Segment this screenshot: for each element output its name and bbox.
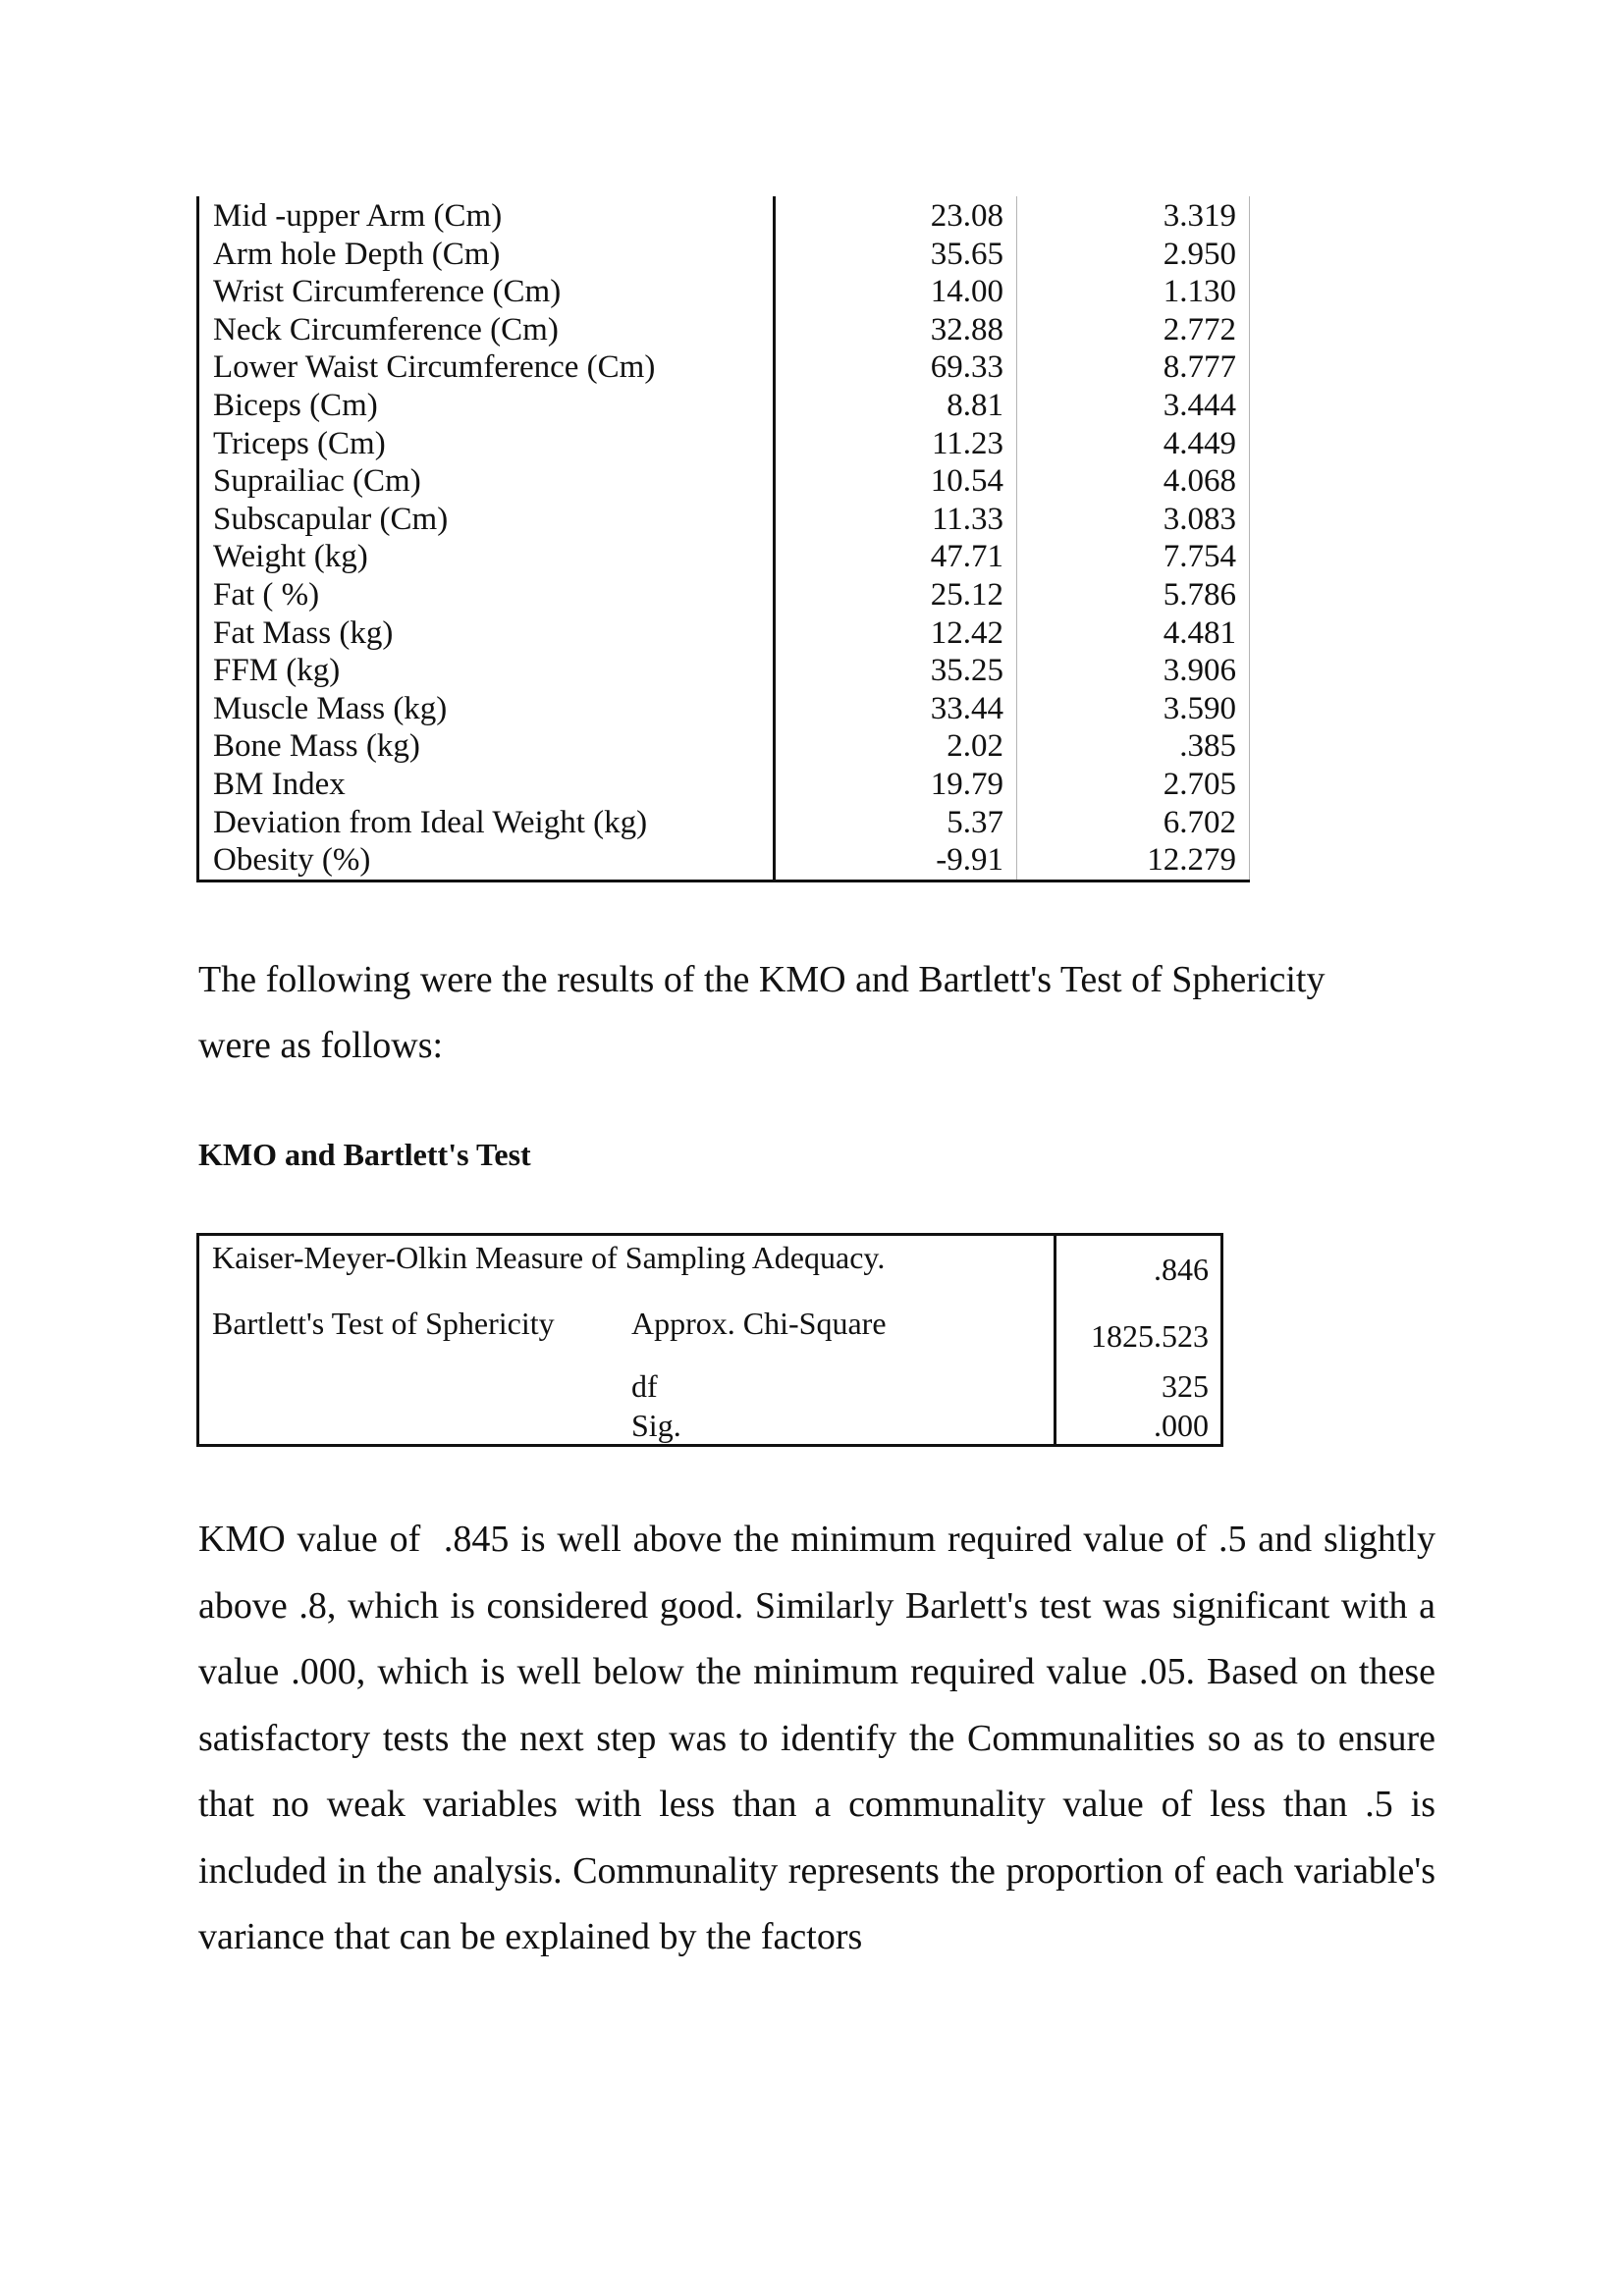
mean-value: 11.33 <box>775 501 1017 539</box>
sd-value: 4.481 <box>1017 614 1250 653</box>
df-label: df <box>631 1368 658 1404</box>
df-row <box>198 1366 1222 1408</box>
table-row <box>198 652 1250 690</box>
sd-value: 3.444 <box>1017 387 1250 425</box>
table-row <box>198 196 1250 236</box>
df-value: 325 <box>1056 1366 1222 1408</box>
variable-label: FFM (kg) <box>198 652 775 690</box>
sd-value: .385 <box>1017 727 1250 766</box>
sd-value: 6.702 <box>1017 804 1250 842</box>
table-row <box>198 311 1250 349</box>
variable-label: BM Index <box>198 766 775 804</box>
mean-value: 19.79 <box>775 766 1017 804</box>
table-row <box>198 273 1250 311</box>
table-row <box>198 501 1250 539</box>
mean-value: 10.54 <box>775 462 1017 501</box>
sd-value: 4.068 <box>1017 462 1250 501</box>
variable-label: Weight (kg) <box>198 538 775 576</box>
table-row <box>198 690 1250 728</box>
table-row <box>198 804 1250 842</box>
table-row <box>198 727 1250 766</box>
descriptive-statistics-body <box>198 196 1250 881</box>
chi-square-row <box>198 1301 1222 1366</box>
mean-value: 2.02 <box>775 727 1017 766</box>
sig-row <box>198 1408 1222 1446</box>
variable-label: Deviation from Ideal Weight (kg) <box>198 804 775 842</box>
table-row <box>198 425 1250 463</box>
sd-value: 3.906 <box>1017 652 1250 690</box>
variable-label: Neck Circumference (Cm) <box>198 311 775 349</box>
kmo-row <box>198 1235 1222 1302</box>
mean-value: 33.44 <box>775 690 1017 728</box>
mean-value: 11.23 <box>775 425 1017 463</box>
table-row <box>198 614 1250 653</box>
sd-value: 8.777 <box>1017 348 1250 387</box>
mean-value: 69.33 <box>775 348 1017 387</box>
sd-value: 7.754 <box>1017 538 1250 576</box>
mean-value: 12.42 <box>775 614 1017 653</box>
sig-label: Sig. <box>631 1408 681 1443</box>
mean-value: 8.81 <box>775 387 1017 425</box>
table-row <box>198 348 1250 387</box>
kmo-label: Kaiser-Meyer-Olkin Measure of Sampling Adequacy. <box>212 1240 886 1275</box>
chi-square-value: 1825.523 <box>1056 1301 1222 1366</box>
mean-value: 14.00 <box>775 273 1017 311</box>
variable-label: Biceps (Cm) <box>198 387 775 425</box>
mean-value: 47.71 <box>775 538 1017 576</box>
chi-square-label: Approx. Chi-Square <box>631 1306 887 1341</box>
variable-label: Muscle Mass (kg) <box>198 690 775 728</box>
mean-value: 35.25 <box>775 652 1017 690</box>
variable-label: Triceps (Cm) <box>198 425 775 463</box>
table-row <box>198 841 1250 881</box>
sd-value: 2.772 <box>1017 311 1250 349</box>
sd-value: 12.279 <box>1017 841 1250 881</box>
sd-value: 4.449 <box>1017 425 1250 463</box>
table-row <box>198 462 1250 501</box>
kmo-value: .846 <box>1056 1235 1222 1302</box>
mean-value: 35.65 <box>775 236 1017 274</box>
variable-label: Obesity (%) <box>198 841 775 881</box>
table-row <box>198 766 1250 804</box>
variable-label: Bone Mass (kg) <box>198 727 775 766</box>
sd-value: 2.950 <box>1017 236 1250 274</box>
variable-label: Mid -upper Arm (Cm) <box>198 196 775 236</box>
variable-label: Arm hole Depth (Cm) <box>198 236 775 274</box>
sd-value: 3.590 <box>1017 690 1250 728</box>
table-row <box>198 387 1250 425</box>
mean-value: 25.12 <box>775 576 1017 614</box>
intro-paragraph-line-2: were as follows: <box>198 1025 444 1066</box>
variable-label: Subscapular (Cm) <box>198 501 775 539</box>
sd-value: 3.083 <box>1017 501 1250 539</box>
kmo-bartlett-table <box>196 1233 1223 1447</box>
variable-label: Fat ( %) <box>198 576 775 614</box>
mean-value: 5.37 <box>775 804 1017 842</box>
sd-value: 2.705 <box>1017 766 1250 804</box>
variable-label: Wrist Circumference (Cm) <box>198 273 775 311</box>
sd-value: 1.130 <box>1017 273 1250 311</box>
sd-value: 5.786 <box>1017 576 1250 614</box>
intro-paragraph-line-1: The following were the results of the KMO and Bartlett's Test of Sphericity <box>198 959 1326 1000</box>
bartlett-label: Bartlett's Test of Sphericity <box>212 1306 555 1341</box>
table-row <box>198 538 1250 576</box>
variable-label: Fat Mass (kg) <box>198 614 775 653</box>
kmo-table-title: KMO and Bartlett's Test <box>198 1137 531 1172</box>
discussion-paragraph: KMO value of .845 is well above the minimum required value of .5 and slightly above .8, which is considered good. Similarly Barlett's test was significant with a value .000, which is well below the minimum required value .05. Based on these satisfactory tests the next step was to identify the Communalities so as to ensure that no weak variables with less than a communality value of less than .5 is included in the analysis. Communality represents the proportion of each variable's variance that can be explained by the factors <box>198 1519 1435 1957</box>
mean-value: -9.91 <box>775 841 1017 881</box>
table-row <box>198 236 1250 274</box>
sig-value: .000 <box>1056 1408 1222 1446</box>
variable-label: Lower Waist Circumference (Cm) <box>198 348 775 387</box>
mean-value: 32.88 <box>775 311 1017 349</box>
descriptive-statistics-table <box>196 196 1250 882</box>
sd-value: 3.319 <box>1017 196 1250 236</box>
variable-label: Suprailiac (Cm) <box>198 462 775 501</box>
table-row <box>198 576 1250 614</box>
mean-value: 23.08 <box>775 196 1017 236</box>
